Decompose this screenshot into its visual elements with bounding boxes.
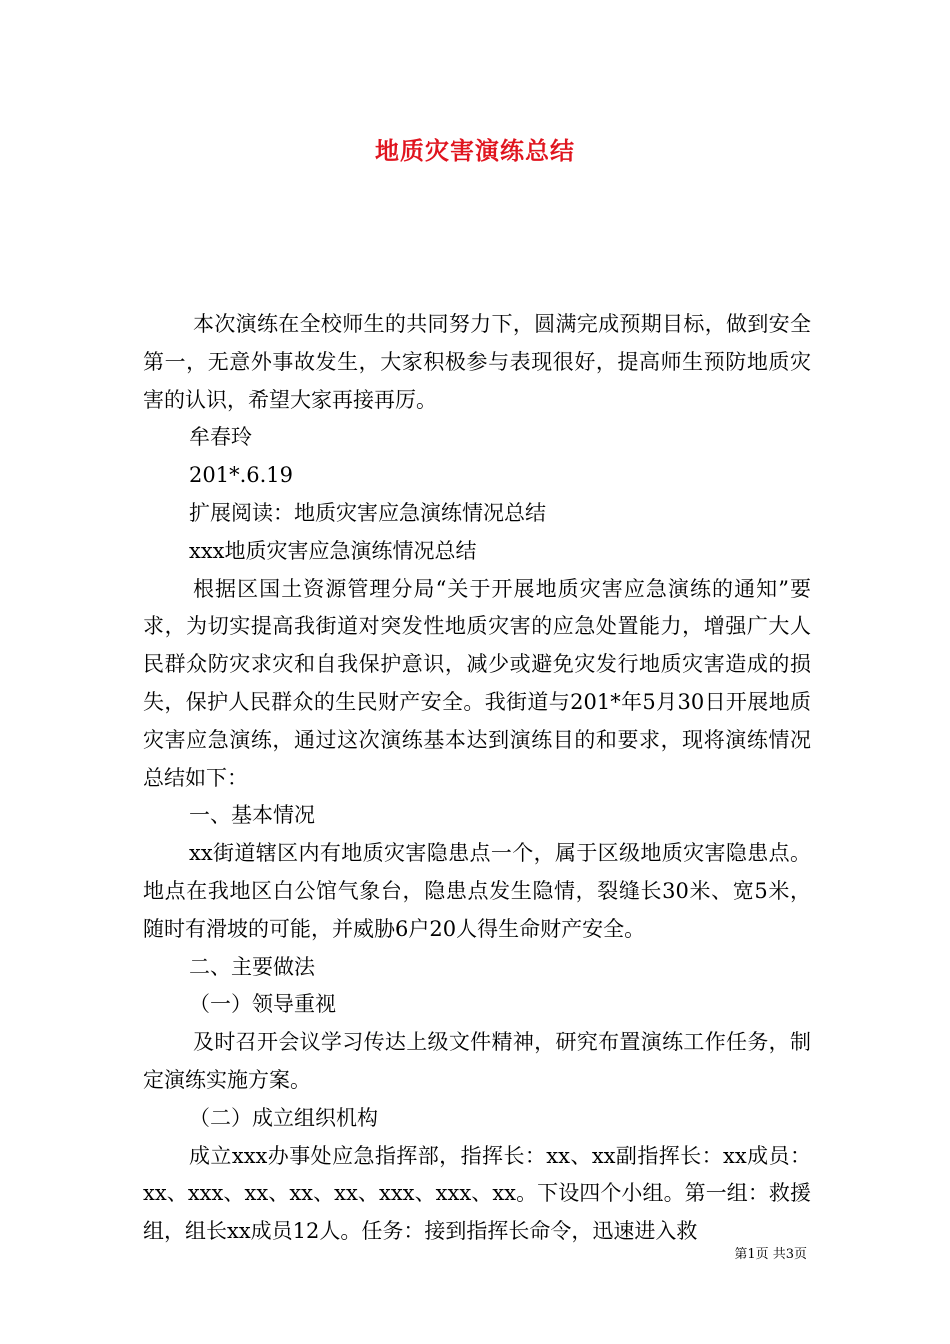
document-title: 地质灾害演练总结	[375, 137, 575, 165]
document-body	[143, 306, 811, 1251]
paragraph-signature-name: 牟春玲	[189, 425, 252, 450]
paragraph-subtitle: xxx地质灾害应急演练情况总结	[189, 538, 477, 563]
section-heading-main-practices: 二、主要做法	[189, 954, 315, 979]
paragraph-extended-reading: 扩展阅读：地质灾害应急演练情况总结	[189, 500, 546, 525]
paragraph-introduction: 根据区国土资源管理分局“关于开展地质灾害应急演练的通知”要求，为切实提高我街道对突发性地质灾害的应急处置能力，增强广大人民群众防灾求灾和自我保护意识，减少或避免灾发行地质灾害造成的损失，保护人民群众的生民财产安全。我街道与201*年5月30日开展地质灾害应急演练，通过这次演练基本达到演练目的和要求，现将演练情况总结如下：	[143, 576, 811, 790]
paragraph-organization: 成立xxx办事处应急指挥部，指挥长：xx、xx副指挥长：xx成员：xx、xxx、xx、xx、xx、xxx、xxx、xx。下设四个小组。第一组：救援组，组长xx成员12人。任务：接到指挥长命令，迅速进入救	[143, 1143, 811, 1244]
subheading-organization: （二）成立组织机构	[189, 1105, 378, 1130]
page-number-footer: 第1页 共3页	[734, 1247, 807, 1262]
paragraph-signature-date: 201*.6.19	[189, 463, 294, 488]
paragraph-basic-situation: xx街道辖区内有地质灾害隐患点一个，属于区级地质灾害隐患点。地点在我地区白公馆气象台，隐患点发生隐情，裂缝长30米、宽5米，随时有滑坡的可能，并威胁6户20人得生命财产安全。	[143, 841, 811, 941]
paragraph-summary: 本次演练在全校师生的共同努力下，圆满完成预期目标，做到安全第一，无意外事故发生，大家积极参与表现很好，提高师生预防地质灾害的认识，希望大家再接再厉。	[143, 312, 811, 412]
section-heading-basic-situation: 一、基本情况	[189, 803, 315, 828]
paragraph-leadership: 及时召开会议学习传达上级文件精神，研究布置演练工作任务，制定演练实施方案。	[143, 1030, 811, 1092]
subheading-leadership: （一）领导重视	[189, 992, 336, 1017]
